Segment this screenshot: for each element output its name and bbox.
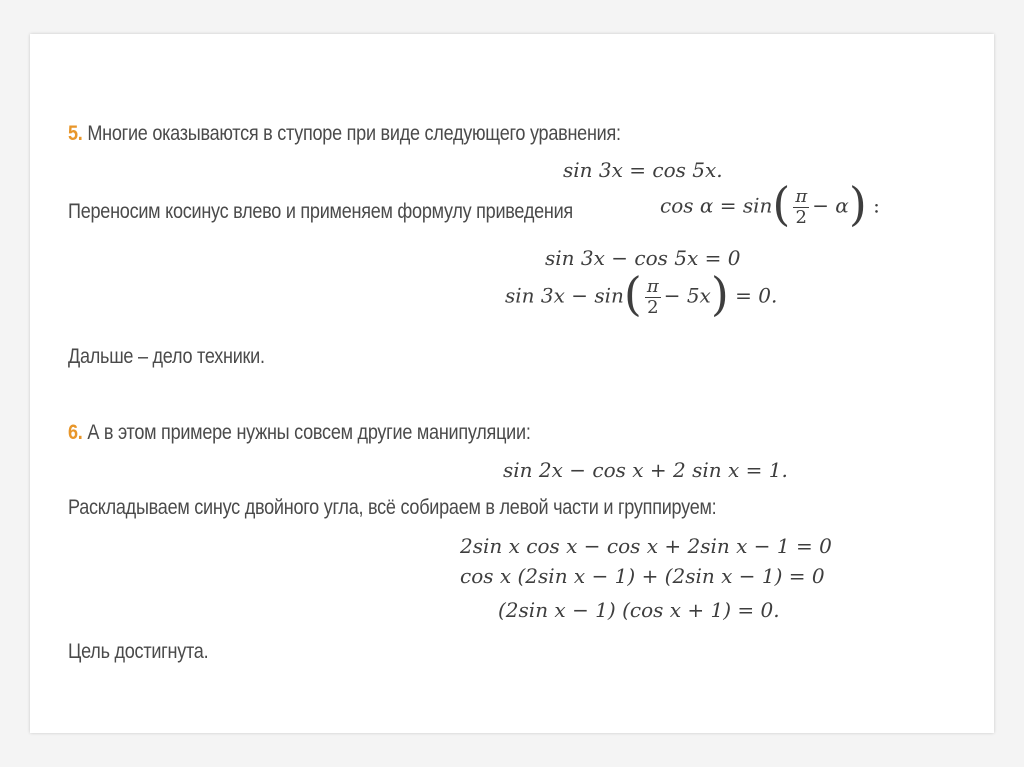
problem5-step2 [505, 267, 778, 324]
fraction-denominator: 2 [647, 296, 659, 318]
fraction-numerator: π [646, 275, 659, 297]
pi-over-two-fraction [645, 277, 661, 318]
right-paren: ) [710, 267, 729, 321]
problem6-step1: 2sin x cos x − cos x + 2sin x − 1 = 0 [460, 534, 832, 558]
problem6-intro-line [68, 421, 531, 445]
fraction-numerator: π [795, 185, 808, 207]
problem5-explanation: Переносим косинус влево и применяем формулу приведения [68, 200, 573, 223]
reduction-formula-tail: − α [812, 193, 849, 218]
problem6-equation: sin 2x − cos x + 2 sin x = 1. [503, 458, 788, 482]
right-paren: ) [848, 177, 867, 231]
problem6-conclusion: Цель достигнута. [68, 640, 209, 663]
problem5-step2-rhs: = 0. [735, 283, 778, 308]
problem6-step2: cos x (2sin x − 1) + (2sin x − 1) = 0 [460, 564, 825, 588]
left-paren: ( [772, 177, 791, 231]
fraction-denominator: 2 [795, 206, 807, 228]
problem5-intro-line [68, 122, 621, 146]
problem5-intro: Многие оказываются в ступоре при виде следующего уравнения: [87, 122, 621, 145]
left-paren: ( [623, 267, 642, 321]
problem5-step2-tail: − 5x [663, 283, 711, 308]
problem5-step1: sin 3x − cos 5x = 0 [545, 246, 741, 270]
pi-over-two-fraction [793, 187, 809, 228]
problem5-number: 5. [68, 122, 83, 145]
problem5-step2-lhs: sin 3x − sin [505, 283, 624, 308]
reduction-formula [660, 177, 880, 234]
problem5-explanation-line [68, 200, 573, 224]
problem5-equation: sin 3x = cos 5x. [563, 158, 723, 182]
problem5-conclusion: Дальше – дело техники. [68, 345, 265, 368]
problem6-explanation: Раскладываем синус двойного угла, всё собираем в левой части и группируем: [68, 496, 717, 519]
problem6-number: 6. [68, 421, 83, 444]
problem6-intro: А в этом примере нужны совсем другие манипуляции: [87, 421, 531, 444]
reduction-formula-colon: : [873, 193, 880, 218]
problem6-step3: (2sin x − 1) (cos x + 1) = 0. [498, 598, 780, 622]
reduction-formula-lhs: cos α = sin [660, 193, 773, 218]
